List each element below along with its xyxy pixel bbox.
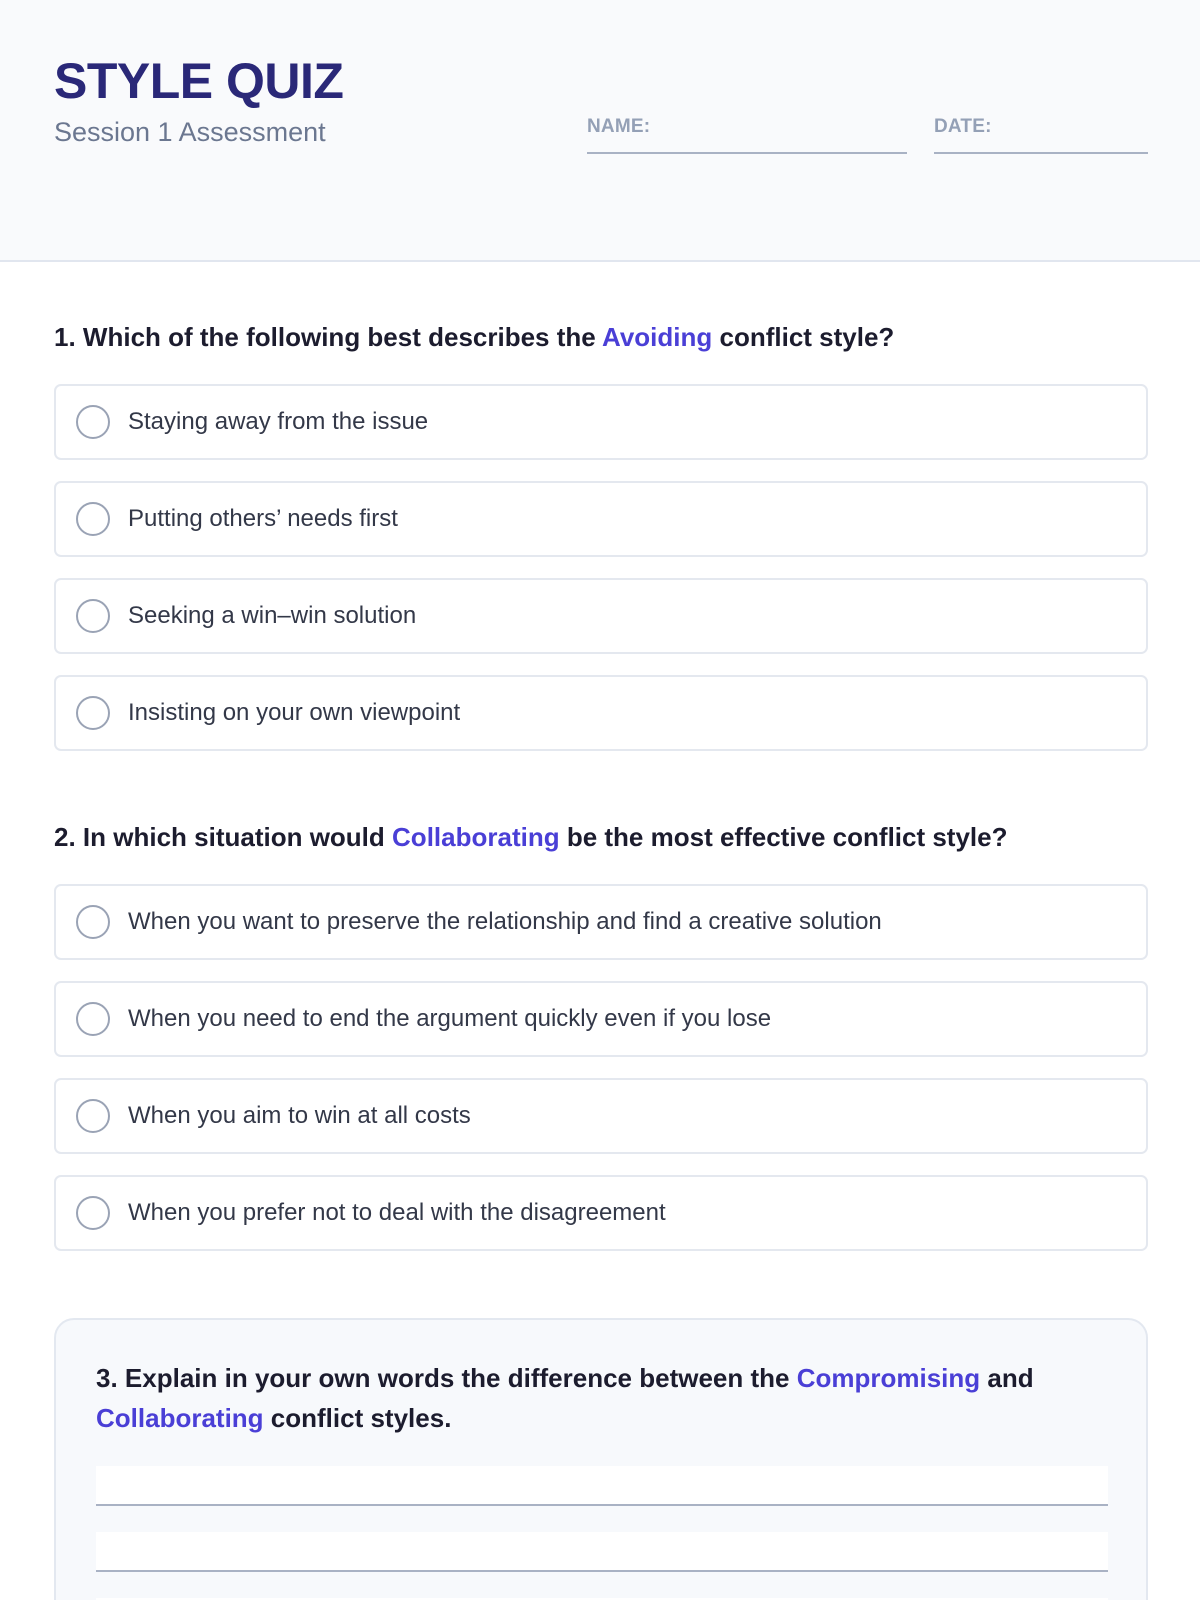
radio-button[interactable] [76,1002,110,1036]
question-number: 1. [54,322,76,352]
q1-option-b[interactable] [54,481,1148,557]
quiz-header [0,0,1200,262]
option-label: When you prefer not to deal with the disagreement [128,1199,666,1226]
date-field[interactable] [934,117,1148,154]
option-label: When you want to preserve the relationship and find a creative solution [128,908,882,935]
question-text: Explain in your own words the difference between the [124,1363,790,1393]
q2-option-d[interactable] [54,1175,1148,1251]
page-subtitle: Session 1 Assessment [54,117,326,147]
option-label: Insisting on your own viewpoint [128,699,461,726]
radio-button[interactable] [76,405,110,439]
q1-option-d[interactable] [54,675,1148,751]
radio-button[interactable] [76,599,110,633]
question-2 [54,818,1008,857]
question-highlight: Avoiding [602,322,713,352]
q1-option-a[interactable] [54,384,1148,460]
q2-option-c[interactable] [54,1078,1148,1154]
question-highlight: Compromising [796,1363,981,1393]
radio-button[interactable] [76,1196,110,1230]
name-field[interactable] [587,117,907,154]
question-text-end: be the most effective conflict style? [566,822,1008,852]
q2-option-a[interactable] [54,884,1148,960]
question-text-end: conflict style? [719,322,895,352]
option-label: Putting others’ needs first [128,505,398,532]
answer-line-2[interactable] [96,1532,1108,1572]
question-1 [54,318,894,357]
question-text-middle: and [987,1363,1034,1393]
option-label: Seeking a win–win solution [128,602,417,629]
question-text: Which of the following best describes the [82,322,596,352]
radio-button[interactable] [76,696,110,730]
page-title: STYLE QUIZ [54,53,344,109]
question-number: 2. [54,822,76,852]
question-3 [96,1358,1106,1438]
name-label: NAME: [587,116,651,137]
question-highlight-2: Collaborating [96,1403,264,1433]
question-text-end: conflict styles. [270,1403,452,1433]
question-text: In which situation would [82,822,385,852]
question-number: 3. [96,1363,118,1393]
radio-button[interactable] [76,905,110,939]
q1-option-c[interactable] [54,578,1148,654]
question-3-card [54,1318,1148,1600]
radio-button[interactable] [76,1099,110,1133]
option-label: When you aim to win at all costs [128,1102,471,1129]
option-label: When you need to end the argument quickly even if you lose [128,1005,772,1032]
answer-line-1[interactable] [96,1466,1108,1506]
option-label: Staying away from the issue [128,408,429,435]
date-label: DATE: [934,116,992,137]
q2-option-b[interactable] [54,981,1148,1057]
radio-button[interactable] [76,502,110,536]
question-highlight: Collaborating [392,822,560,852]
